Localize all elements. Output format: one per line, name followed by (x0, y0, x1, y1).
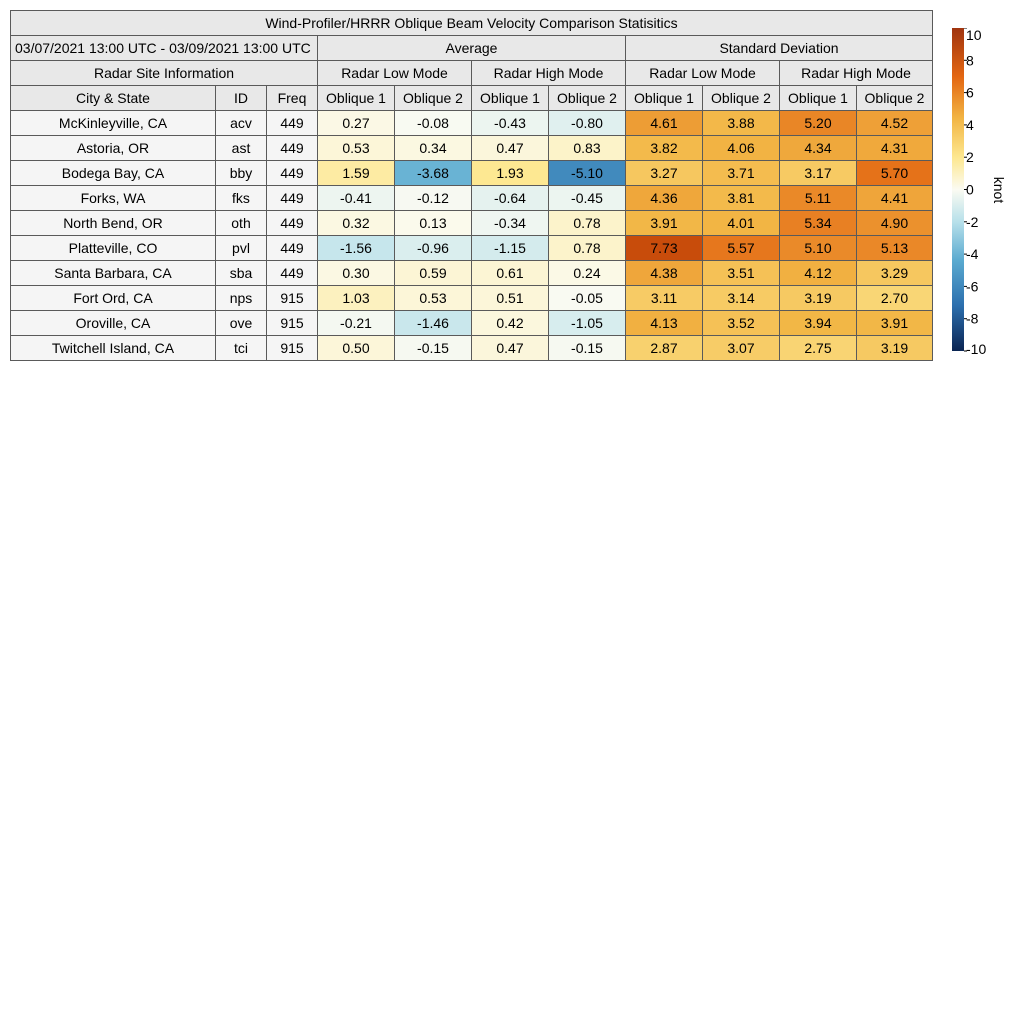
frequency-cell: 449 (267, 236, 318, 261)
value-cell: 3.94 (780, 311, 857, 336)
value-cell: 0.13 (395, 211, 472, 236)
value-cell: 0.61 (472, 261, 549, 286)
value-cell: -0.34 (472, 211, 549, 236)
column-header-oblique: Oblique 2 (395, 86, 472, 111)
value-cell: 3.91 (626, 211, 703, 236)
value-cell: 0.27 (318, 111, 395, 136)
column-header-oblique: Oblique 2 (549, 86, 626, 111)
site-id-cell: acv (216, 111, 267, 136)
colorbar-tick-label: -6 (966, 278, 979, 295)
value-cell: -0.80 (549, 111, 626, 136)
value-cell: -5.10 (549, 161, 626, 186)
value-cell: 0.50 (318, 336, 395, 361)
value-cell: -0.43 (472, 111, 549, 136)
value-cell: 5.57 (703, 236, 780, 261)
value-cell: 4.06 (703, 136, 780, 161)
value-cell: -0.12 (395, 186, 472, 211)
column-header-oblique: Oblique 2 (703, 86, 780, 111)
value-cell: -0.15 (395, 336, 472, 361)
table-row (11, 186, 933, 211)
table-title: Wind-Profiler/HRRR Oblique Beam Velocity Comparison Statisitics (11, 11, 933, 36)
value-cell: 4.52 (857, 111, 933, 136)
column-header-row (11, 86, 933, 111)
table-row (11, 211, 933, 236)
colorbar-tick-label: 10 (966, 28, 982, 43)
table-row (11, 286, 933, 311)
value-cell: 5.10 (780, 236, 857, 261)
value-cell: 2.70 (857, 286, 933, 311)
value-cell: 0.78 (549, 236, 626, 261)
site-id-cell: ast (216, 136, 267, 161)
value-cell: 3.07 (703, 336, 780, 361)
table-row (11, 336, 933, 361)
period-row (11, 36, 933, 61)
column-header-oblique: Oblique 1 (472, 86, 549, 111)
mode-row (11, 61, 933, 86)
value-cell: 3.19 (857, 336, 933, 361)
colorbar-tick-label: -8 (966, 310, 979, 327)
frequency-cell: 449 (267, 261, 318, 286)
value-cell: 5.13 (857, 236, 933, 261)
value-cell: 0.53 (395, 286, 472, 311)
site-id-cell: tci (216, 336, 267, 361)
value-cell: 4.90 (857, 211, 933, 236)
frequency-cell: 449 (267, 186, 318, 211)
value-cell: 3.52 (703, 311, 780, 336)
value-cell: -0.08 (395, 111, 472, 136)
value-cell: 4.38 (626, 261, 703, 286)
city-state-cell: Astoria, OR (11, 136, 216, 161)
value-cell: 0.53 (318, 136, 395, 161)
colorbar-tick-label: 8 (966, 52, 974, 69)
colorbar-tick-label: 0 (966, 181, 974, 198)
value-cell: 0.42 (472, 311, 549, 336)
colorbar-ticks (964, 28, 986, 357)
column-header-oblique: Oblique 2 (857, 86, 933, 111)
value-cell: -0.21 (318, 311, 395, 336)
value-cell: 0.24 (549, 261, 626, 286)
city-state-cell: Santa Barbara, CA (11, 261, 216, 286)
column-header-oblique: Oblique 1 (318, 86, 395, 111)
value-cell: 4.12 (780, 261, 857, 286)
colorbar-tick-label: 2 (966, 149, 974, 166)
value-cell: 7.73 (626, 236, 703, 261)
table-row (11, 261, 933, 286)
city-state-cell: Twitchell Island, CA (11, 336, 216, 361)
site-id-cell: fks (216, 186, 267, 211)
column-header-oblique: Oblique 1 (626, 86, 703, 111)
value-cell: 3.88 (703, 111, 780, 136)
column-header-oblique: Oblique 1 (780, 86, 857, 111)
value-cell: 2.87 (626, 336, 703, 361)
group-header-average: Average (318, 36, 626, 61)
value-cell: 3.14 (703, 286, 780, 311)
value-cell: 3.91 (857, 311, 933, 336)
frequency-cell: 449 (267, 211, 318, 236)
colorbar-tick-label: -4 (966, 246, 979, 263)
value-cell: 4.31 (857, 136, 933, 161)
mode-header: Radar High Mode (780, 61, 933, 86)
value-cell: 0.83 (549, 136, 626, 161)
value-cell: 0.47 (472, 336, 549, 361)
colorbar-gradient (952, 28, 964, 351)
value-cell: 1.03 (318, 286, 395, 311)
city-state-cell: Fort Ord, CA (11, 286, 216, 311)
mode-header: Radar Low Mode (626, 61, 780, 86)
value-cell: 4.61 (626, 111, 703, 136)
value-cell: 4.01 (703, 211, 780, 236)
value-cell: 3.27 (626, 161, 703, 186)
colorbar-tick-label: 4 (966, 116, 974, 133)
value-cell: 3.17 (780, 161, 857, 186)
table-body (11, 11, 933, 361)
site-id-cell: ove (216, 311, 267, 336)
value-cell: 3.51 (703, 261, 780, 286)
value-cell: 3.71 (703, 161, 780, 186)
value-cell: 5.34 (780, 211, 857, 236)
value-cell: 3.11 (626, 286, 703, 311)
value-cell: 0.34 (395, 136, 472, 161)
value-cell: 0.30 (318, 261, 395, 286)
frequency-cell: 915 (267, 311, 318, 336)
site-id-cell: nps (216, 286, 267, 311)
column-header-city: City & State (11, 86, 216, 111)
colorbar-tick-label: -10 (966, 341, 987, 357)
value-cell: 4.34 (780, 136, 857, 161)
mode-header: Radar High Mode (472, 61, 626, 86)
frequency-cell: 449 (267, 111, 318, 136)
table-row (11, 111, 933, 136)
value-cell: -0.15 (549, 336, 626, 361)
city-state-cell: Forks, WA (11, 186, 216, 211)
site-info-header: Radar Site Information (11, 61, 318, 86)
site-id-cell: pvl (216, 236, 267, 261)
stats-table (10, 10, 933, 361)
value-cell: 0.47 (472, 136, 549, 161)
frequency-cell: 915 (267, 286, 318, 311)
site-id-cell: oth (216, 211, 267, 236)
city-state-cell: North Bend, OR (11, 211, 216, 236)
value-cell: -0.41 (318, 186, 395, 211)
colorbar-tick-label: -2 (966, 213, 979, 230)
value-cell: 0.78 (549, 211, 626, 236)
table-row (11, 236, 933, 261)
time-period: 03/07/2021 13:00 UTC - 03/09/2021 13:00 UTC (11, 36, 318, 61)
value-cell: -1.15 (472, 236, 549, 261)
value-cell: 0.51 (472, 286, 549, 311)
value-cell: -0.45 (549, 186, 626, 211)
column-header-id: ID (216, 86, 267, 111)
value-cell: 4.41 (857, 186, 933, 211)
group-header-std-dev: Standard Deviation (626, 36, 933, 61)
value-cell: 1.59 (318, 161, 395, 186)
value-cell: -0.05 (549, 286, 626, 311)
frequency-cell: 449 (267, 136, 318, 161)
city-state-cell: McKinleyville, CA (11, 111, 216, 136)
value-cell: -1.46 (395, 311, 472, 336)
frequency-cell: 915 (267, 336, 318, 361)
colorbar (952, 28, 1018, 358)
value-cell: -3.68 (395, 161, 472, 186)
site-id-cell: bby (216, 161, 267, 186)
table-row (11, 311, 933, 336)
frequency-cell: 449 (267, 161, 318, 186)
value-cell: 4.36 (626, 186, 703, 211)
value-cell: 0.32 (318, 211, 395, 236)
value-cell: -0.96 (395, 236, 472, 261)
mode-header: Radar Low Mode (318, 61, 472, 86)
value-cell: -0.64 (472, 186, 549, 211)
value-cell: 3.29 (857, 261, 933, 286)
table-row (11, 161, 933, 186)
value-cell: 4.13 (626, 311, 703, 336)
site-id-cell: sba (216, 261, 267, 286)
value-cell: 5.20 (780, 111, 857, 136)
value-cell: 0.59 (395, 261, 472, 286)
table-row (11, 136, 933, 161)
value-cell: 2.75 (780, 336, 857, 361)
value-cell: -1.56 (318, 236, 395, 261)
value-cell: 5.70 (857, 161, 933, 186)
value-cell: 3.82 (626, 136, 703, 161)
value-cell: 1.93 (472, 161, 549, 186)
value-cell: 3.19 (780, 286, 857, 311)
value-cell: -1.05 (549, 311, 626, 336)
colorbar-tick-label: 6 (966, 84, 974, 101)
title-row (11, 11, 933, 36)
city-state-cell: Platteville, CO (11, 236, 216, 261)
column-header-freq: Freq (267, 86, 318, 111)
city-state-cell: Bodega Bay, CA (11, 161, 216, 186)
value-cell: 3.81 (703, 186, 780, 211)
city-state-cell: Oroville, CA (11, 311, 216, 336)
colorbar-label: knot (991, 176, 1007, 204)
value-cell: 5.11 (780, 186, 857, 211)
